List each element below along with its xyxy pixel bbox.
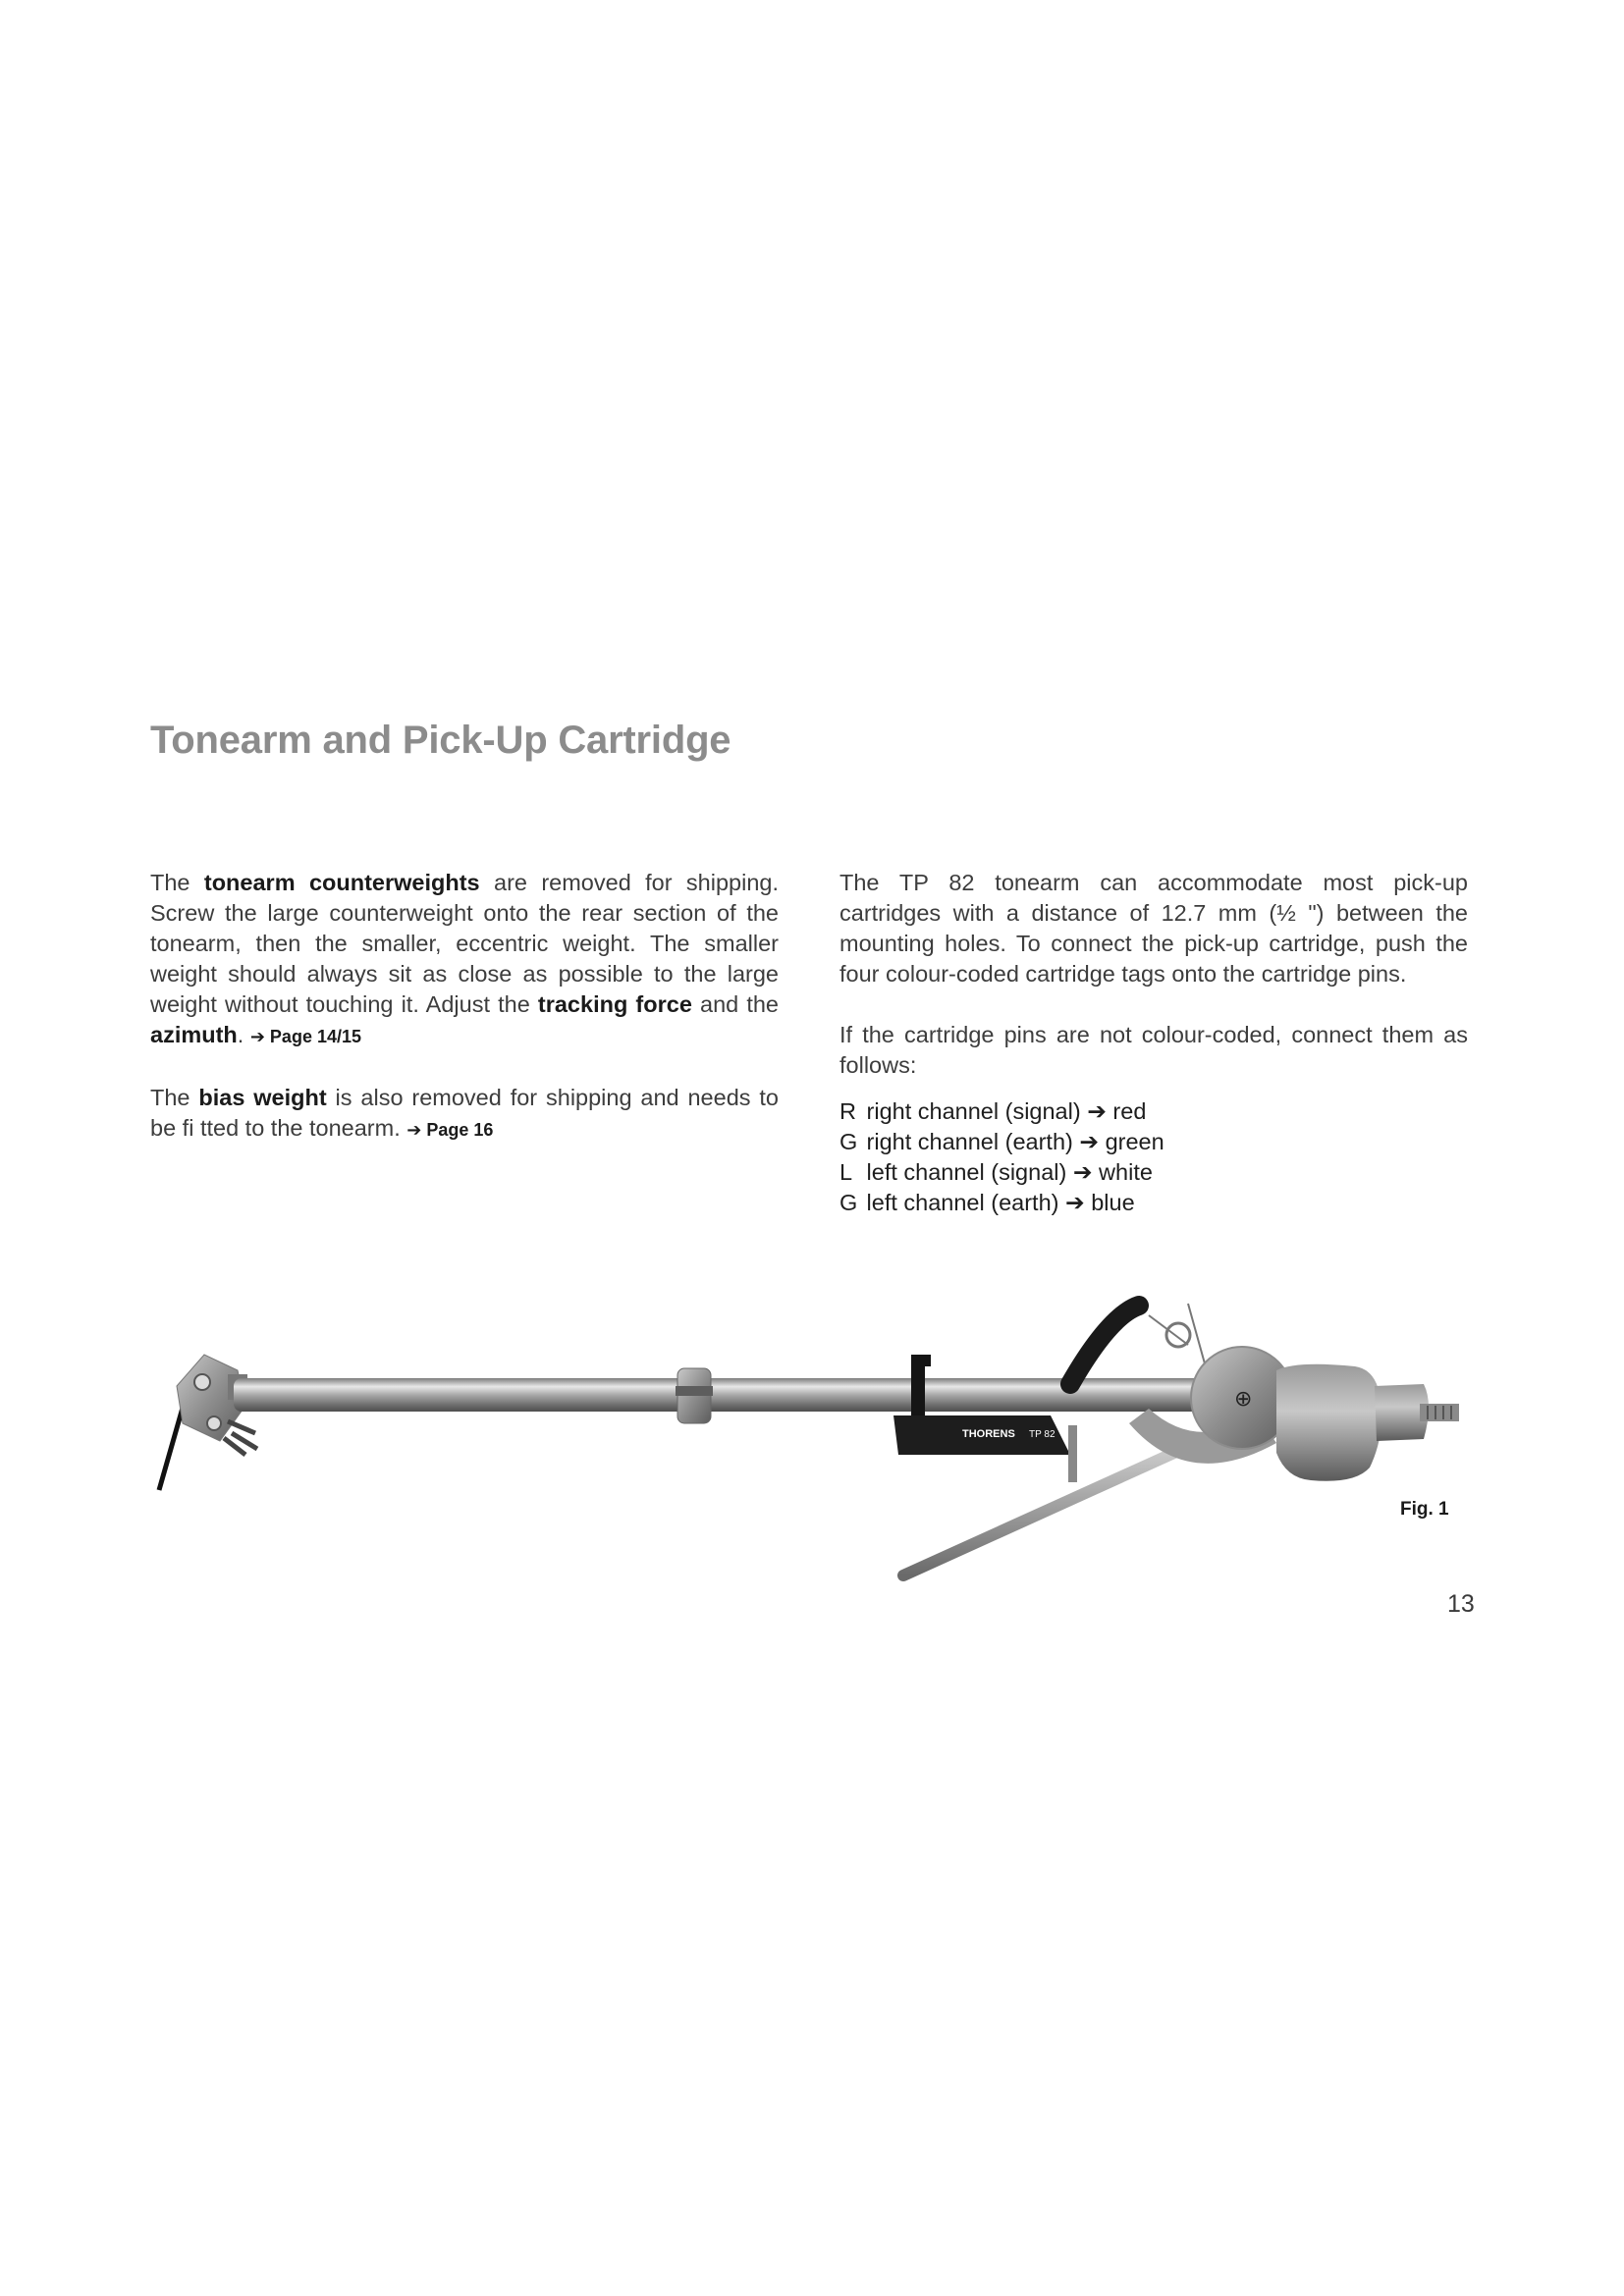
pin-description: left channel (earth) ➔ blue <box>866 1190 1135 1215</box>
pin-key: G <box>839 1190 858 1215</box>
pivot-screw-icon: ⊕ <box>1234 1387 1253 1412</box>
bias-weight-paragraph <box>150 1083 779 1146</box>
pins-intro-paragraph: If the cartridge pins are not colour-coded, connect them as follows: <box>839 1022 1468 1078</box>
page-reference-14-15[interactable]: ➔ Page 14/15 <box>249 1027 361 1046</box>
term-tracking-force: tracking force <box>537 991 692 1017</box>
tonearm-illustration <box>147 1276 1483 1590</box>
headshell-screw <box>207 1416 221 1430</box>
text-run: The <box>150 1085 199 1110</box>
pin-key: R <box>839 1098 856 1124</box>
model-label: TP 82 <box>1029 1429 1056 1440</box>
term-azimuth: azimuth <box>150 1022 238 1047</box>
text-run: and the <box>691 991 779 1017</box>
counterweight-large <box>1276 1364 1381 1481</box>
bias-pulley <box>1166 1323 1190 1347</box>
pin-description: right channel (signal) ➔ red <box>866 1098 1147 1124</box>
list-item <box>839 1188 1468 1218</box>
text-run: is also removed for shipping and needs to be fi tted to the tonearm. <box>150 1085 779 1141</box>
term-tonearm-counterweights: tonearm counterweights <box>203 870 480 895</box>
right-column <box>839 868 1468 1218</box>
tonearm-tube <box>234 1378 1265 1412</box>
cartridge-paragraph: The TP 82 tonearm can accommodate most pick-up cartridges with a distance of 12.7 mm (½ ") between the mounting holes. To connect the pick-up cartridge, push the four colour-coded cartridge tags onto the cartridge pins. <box>839 870 1468 987</box>
text-run: . <box>237 1022 250 1047</box>
list-item <box>839 1127 1468 1157</box>
figure-label: Fig. 1 <box>1400 1499 1449 1520</box>
counterweight-stub <box>1420 1404 1459 1421</box>
counterweights-paragraph <box>150 868 779 1052</box>
pin-color-list <box>839 1096 1468 1218</box>
lift-lever-post <box>1068 1425 1077 1482</box>
list-item <box>839 1096 1468 1127</box>
pin-description: left channel (signal) ➔ white <box>866 1159 1153 1185</box>
pin-key: G <box>839 1129 858 1154</box>
list-item <box>839 1157 1468 1188</box>
page-number: 13 <box>1447 1590 1475 1618</box>
bias-arc <box>1070 1306 1139 1384</box>
text-run: The <box>150 870 204 895</box>
left-column <box>150 868 779 1146</box>
pin-description: right channel (earth) ➔ green <box>866 1129 1164 1154</box>
headshell-screw <box>194 1374 210 1390</box>
term-bias-weight: bias weight <box>198 1085 327 1110</box>
pin-key: L <box>839 1159 853 1185</box>
page-reference-16[interactable]: ➔ Page 16 <box>406 1120 494 1140</box>
bias-thread <box>1149 1304 1208 1374</box>
text-run: are removed for shipping. Screw the large counterweight onto the rear section of the tonearm, then the smaller, eccentric weight. The smaller weight should always sit as close as possible to the large weight without touching it. Adjust the <box>150 870 779 1017</box>
tube-coupling-band <box>676 1386 713 1396</box>
brand-label: THORENS <box>962 1428 1015 1440</box>
page-title: Tonearm and Pick-Up Cartridge <box>150 719 731 762</box>
